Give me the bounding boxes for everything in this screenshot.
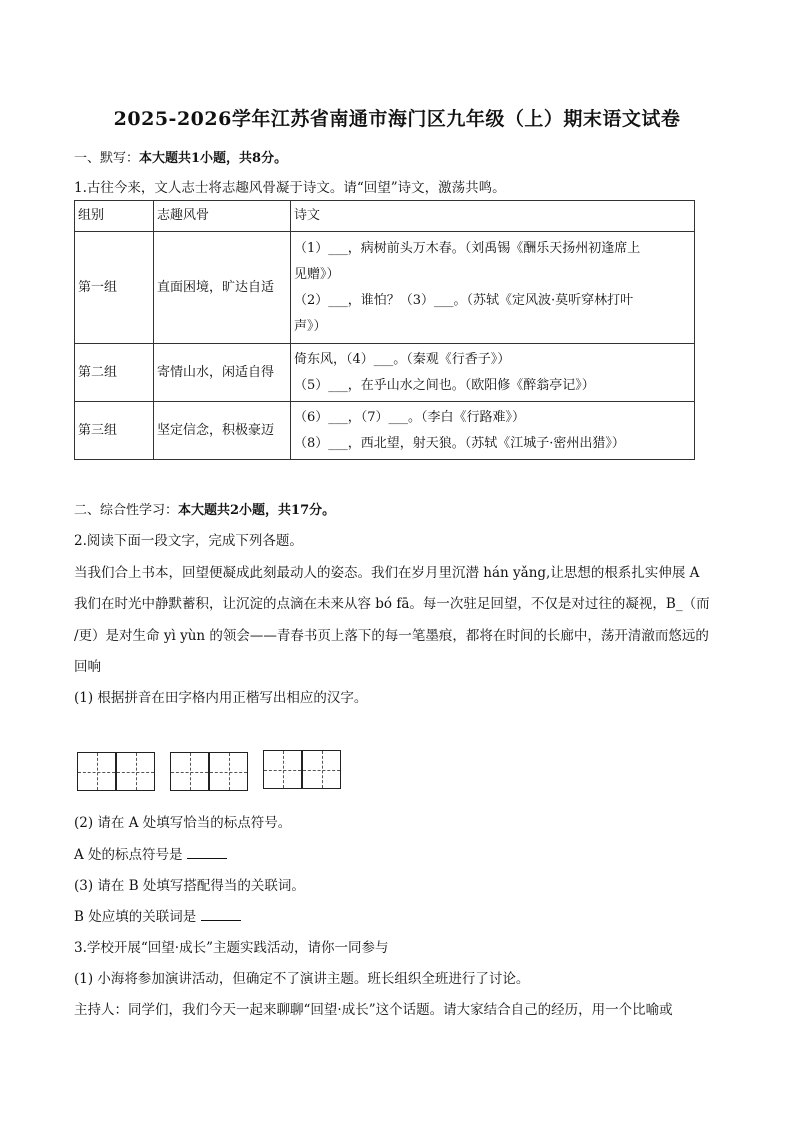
row-group: 第三组 [75, 402, 154, 460]
passage-line: 我们在时光中静默蓄积，让沉淀的点滴在未来从容 bó fā。每一次驻足回望，不仅是对过往的凝视，B_（而 [74, 596, 710, 612]
poem-line: 倚东风，（4）___。（秦观《行香子》） [294, 351, 511, 367]
table-row [75, 232, 695, 344]
sub-answer-2: A 处的标点符号是 [74, 843, 227, 863]
table-row [75, 402, 695, 460]
poem-line: （6）___，（7）___。（李白《行路难》） [294, 409, 526, 425]
row-group: 第一组 [75, 232, 154, 344]
row-poems [291, 402, 695, 460]
header-poem: 诗文 [291, 201, 695, 232]
passage-line: 回响 [74, 659, 101, 675]
row-spirit: 直面困境，旷达自适 [154, 232, 291, 344]
poem-line: （8）___，西北望，射天狼。（苏轼《江城子·密州出猎》） [294, 435, 625, 451]
table-header-row [75, 201, 695, 232]
section2-heading: 二、综合性学习：本大题共2小题，共17分。 [74, 503, 336, 518]
sub-answer-3: B 处应填的关联词是 [74, 905, 241, 925]
grid-cell[interactable] [263, 750, 302, 789]
poem-line: （5）___，在乎山水之间也。（欧阳修《醉翁亭记》） [294, 377, 595, 393]
header-group: 组别 [75, 201, 154, 232]
question-3: 3.学校开展“回望·成长”主题实践活动，请你一同参与 [74, 940, 389, 956]
page-title: 2025-2026学年江苏省南通市海门区九年级（上）期末语文试卷 [113, 108, 681, 130]
passage-line: /更）是对生命 yì yùn 的领会——青春书页上落下的每一笔墨痕，都将在时间的长廊中，荡开清澈而悠远的 [74, 628, 709, 644]
grid-cell[interactable] [302, 750, 341, 789]
section1-heading: 一、默写：本大题共1小题，共8分。 [74, 151, 288, 166]
passage-line: 当我们合上书本，回望便凝成此刻最动人的姿态。我们在岁月里沉潜 hán yǎng,让思想的根系扎实伸展 A [74, 565, 700, 581]
sub-question-3: (3) 请在 B 处填写搭配得当的关联词。 [74, 878, 305, 894]
row-group: 第二组 [75, 344, 154, 402]
sub-question-2: (2) 请在 A 处填写恰当的标点符号。 [74, 815, 292, 831]
grid-cell[interactable] [209, 752, 248, 791]
answer-blank[interactable] [187, 844, 227, 859]
poem-table [74, 200, 695, 460]
row-spirit: 坚定信念，积极豪迈 [154, 402, 291, 460]
sub-question-1: (1) 根据拼音在田字格内用正楷写出相应的汉字。 [74, 690, 368, 706]
table-row [75, 344, 695, 402]
grid-cell[interactable] [170, 752, 209, 791]
grid-cell[interactable] [77, 752, 116, 791]
grid-cell[interactable] [116, 752, 155, 791]
poem-line: （2）___，谁怕？（3）___。（苏轼《定风波·莫听穿林打叶 [294, 292, 634, 308]
poem-line: 声》） [294, 318, 327, 334]
header-spirit: 志趣风骨 [154, 201, 291, 232]
row-poems [291, 344, 695, 402]
question-3-sub-1: (1) 小海将参加演讲活动，但确定不了演讲主题。班长组织全班进行了讨论。 [74, 971, 530, 987]
question-1: 1.古往今来，文人志士将志趣风骨凝于诗文。请“回望”诗文，激荡共鸣。 [74, 180, 506, 196]
answer-blank[interactable] [201, 906, 241, 921]
poem-line: 见赠》） [294, 266, 340, 282]
row-poems [291, 232, 695, 344]
host-speech: 主持人：同学们，我们今天一起来聊聊“回望·成长”这个话题。请大家结合自己的经历，用一个比喻或 [74, 1002, 673, 1018]
question-2: 2.阅读下面一段文字，完成下列各题。 [74, 533, 303, 549]
poem-line: （1）___，病树前头万木春。（刘禹锡《酬乐天扬州初逢席上 [294, 240, 641, 256]
row-spirit: 寄情山水，闲适自得 [154, 344, 291, 402]
